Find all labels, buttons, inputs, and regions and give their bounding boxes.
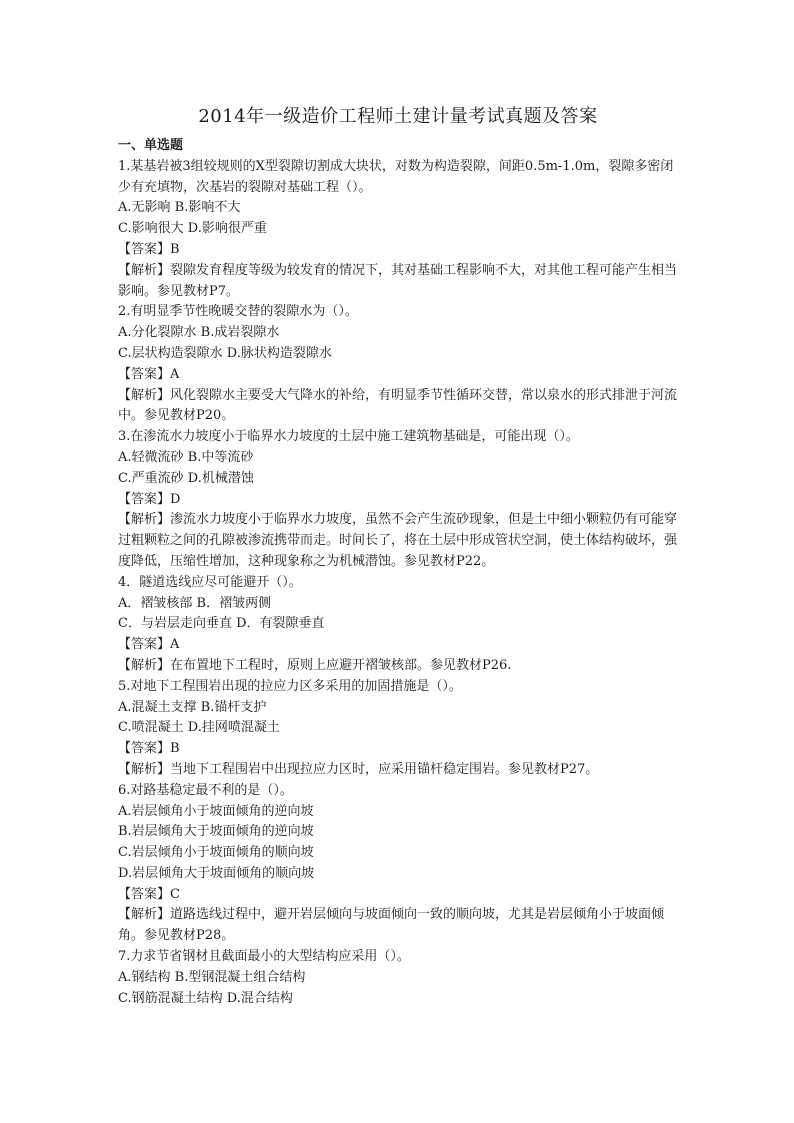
q5-options-cd: C.喷混凝土 D.挂网喷混凝土	[118, 720, 280, 736]
q1-analysis: 【解析】裂隙发育程度等级为较发育的情况下，其对基础工程影响不大，对其他工程可能产生相当影响。参见教材P7。	[118, 262, 678, 299]
q3-analysis: 【解析】渗流水力坡度小于临界水力坡度，虽然不会产生流砂现象，但是土中细小颗粒仍有可能穿过粗颗粒之间的孔隙被渗流携带而走。时间长了，将在土层中形成管状空洞，使土体结构破坏，强度降低，压缩性增加，这种现象称之为机械潜蚀。参见教材P22。	[118, 512, 678, 569]
q5-answer: 【答案】B	[118, 741, 180, 757]
q1-options-cd: C.影响很大 D.影响很严重	[118, 221, 267, 237]
question-4: 4．隧道选线应尽可能避开（）。	[118, 574, 302, 590]
q6-option-a: A.岩层倾角小于坡面倾角的逆向坡	[118, 803, 314, 819]
q6-option-b: B.岩层倾角大于坡面倾角的逆向坡	[118, 824, 314, 840]
question-7: 7.力求节省钢材且截面最小的大型结构应采用（）。	[118, 949, 410, 965]
q4-answer: 【答案】A	[118, 637, 180, 653]
q2-analysis: 【解析】风化裂隙水主要受大气降水的补给，有明显季节性循环交替，常以泉水的形式排泄于河流中。参见教材P20。	[118, 387, 678, 424]
q5-options-ab: A.混凝土支撑 B.锚杆支护	[118, 699, 267, 715]
q5-analysis: 【解析】当地下工程围岩中出现拉应力区时，应采用锚杆稳定围岩。参见教材P27。	[118, 761, 599, 777]
q1-answer: 【答案】B	[118, 241, 180, 257]
q7-options-ab: A.钢结构 B.型钢混凝土组合结构	[118, 969, 306, 985]
q1-options-ab: A.无影响 B.影响不大	[118, 200, 241, 216]
question-3: 3.在渗流水力坡度小于临界水力坡度的土层中施工建筑物基础是，可能出现（）。	[118, 429, 579, 445]
q4-options-ab: A．褶皱核部 B．褶皱两侧	[118, 595, 272, 611]
q2-options-cd: C.层状构造裂隙水 D.脉状构造裂隙水	[118, 345, 332, 361]
question-1: 1.某基岩被3组较规则的X型裂隙切割成大块状，对数为构造裂隙，间距0.5m-1.0m，裂隙多密闭少有充填物，次基岩的裂隙对基础工程（）。	[118, 158, 674, 195]
q2-answer: 【答案】A	[118, 366, 180, 382]
document-page	[118, 104, 678, 1009]
q4-options-cd: C．与岩层走向垂直 D．有裂隙垂直	[118, 616, 325, 632]
q2-options-ab: A.分化裂隙水 B.成岩裂隙水	[118, 325, 280, 341]
q4-analysis: 【解析】在布置地下工程时，原则上应避开褶皱核部。参见教材P26.	[118, 657, 512, 673]
q6-analysis: 【解析】道路选线过程中，避开岩层倾向与坡面倾向一致的顺向坡，尤其是岩层倾角小于坡面倾角。参见教材P28。	[118, 907, 665, 944]
question-5: 5.对地下工程围岩出现的拉应力区多采用的加固措施是（）。	[118, 678, 462, 694]
q6-option-c: C.岩层倾角小于坡面倾角的顺向坡	[118, 845, 314, 861]
question-2: 2.有明显季节性晚暖交替的裂隙水为（）。	[118, 304, 358, 320]
question-6: 6.对路基稳定最不利的是（）。	[118, 782, 293, 798]
q6-answer: 【答案】C	[118, 886, 180, 902]
q6-option-d: D.岩层倾角大于坡面倾角的顺向坡	[118, 865, 315, 881]
document-title: 2014年一级造价工程师土建计量考试真题及答案	[198, 106, 598, 127]
q3-options-ab: A.轻微流砂 B.中等流砂	[118, 449, 254, 465]
q7-options-cd: C.钢筋混凝土结构 D.混合结构	[118, 990, 293, 1006]
q3-options-cd: C.严重流砂 D.机械潜蚀	[118, 470, 254, 486]
q3-answer: 【答案】D	[118, 491, 181, 507]
section-heading: 一、单选题	[118, 138, 184, 153]
